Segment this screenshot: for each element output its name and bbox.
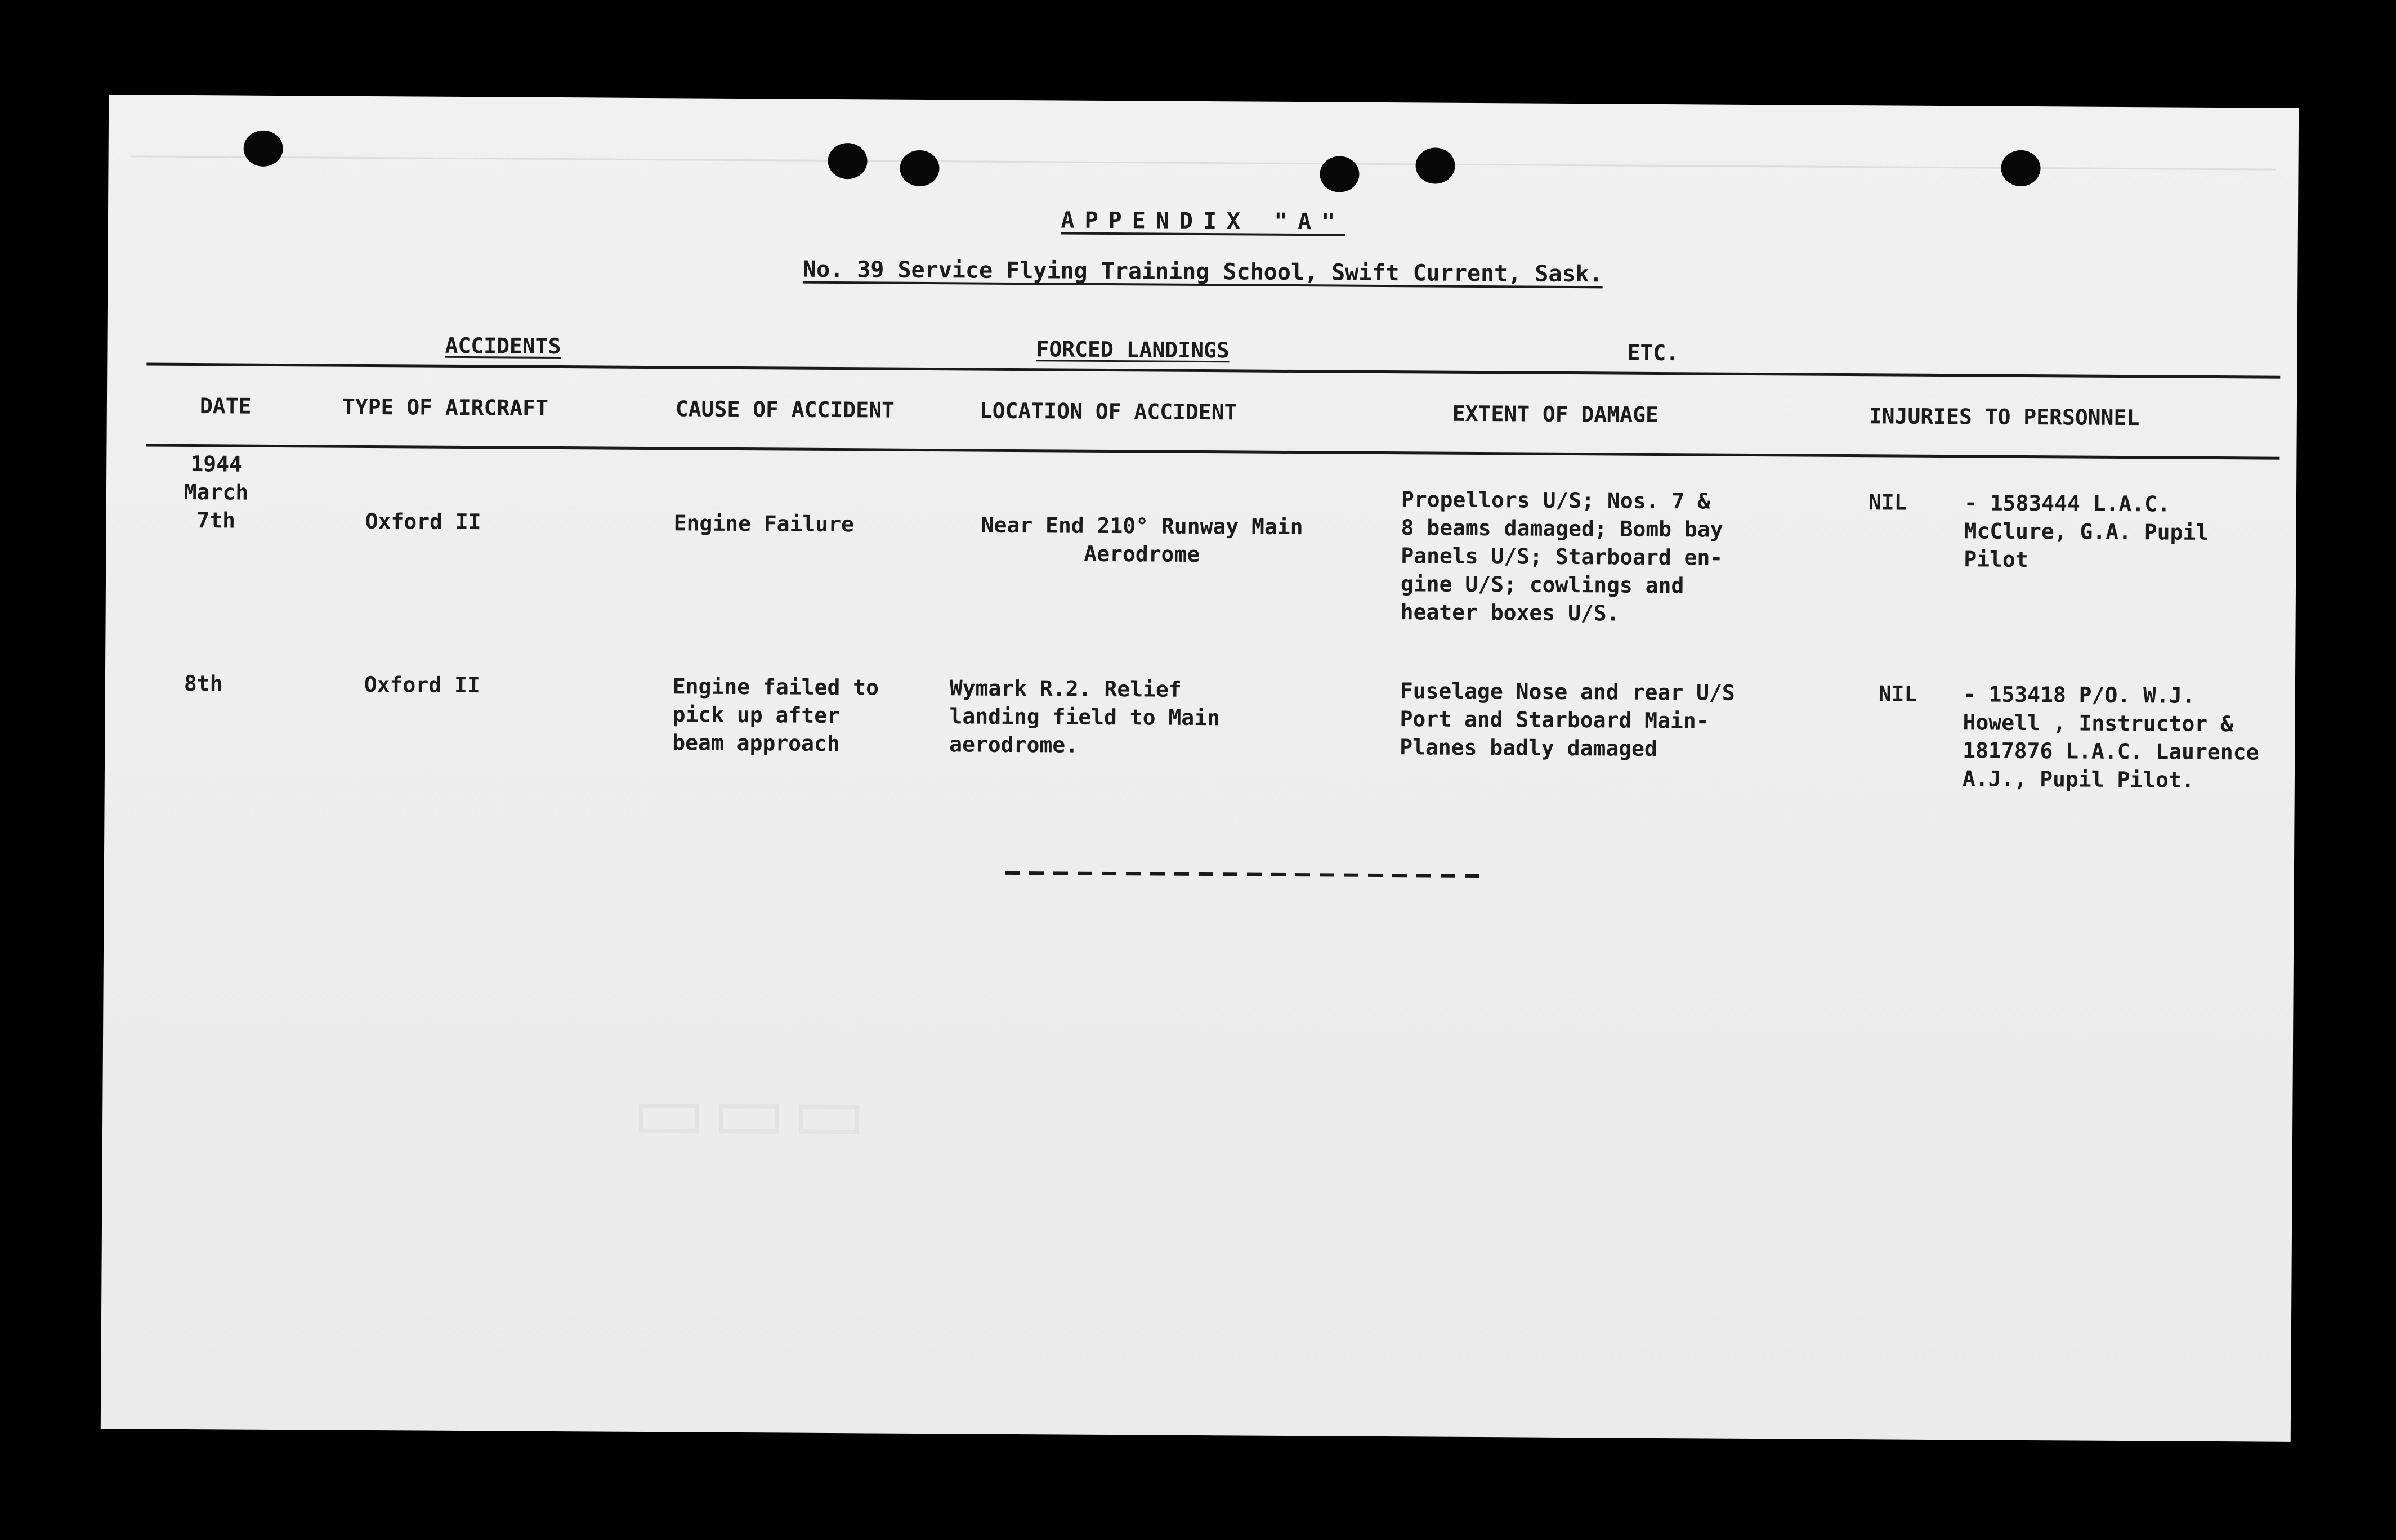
- row-2-injury-status: NIL: [1878, 681, 1917, 706]
- column-header-injuries: INJURIES TO PERSONNEL: [1868, 404, 2140, 431]
- punch-hole: [900, 150, 939, 186]
- punch-hole: [828, 143, 867, 179]
- banner-etc: ETC.: [1627, 340, 1679, 366]
- column-header-date: DATE: [199, 393, 252, 419]
- fold-line: [131, 155, 2276, 170]
- row-1-cause: Engine Failure: [673, 511, 855, 537]
- row-2-date: 8th: [184, 670, 223, 696]
- column-header-damage: EXTENT OF DAMAGE: [1452, 401, 1659, 427]
- dashed-separator: [1005, 871, 1489, 878]
- row-1-injuries: - 1583444 L.A.C. McClure, G.A. Pupil Pilot: [1964, 490, 2209, 572]
- punch-hole: [244, 131, 283, 167]
- row-1-date: 1944 March 7th: [184, 451, 249, 533]
- row-1-injury-status: NIL: [1868, 490, 1907, 515]
- top-rule: [146, 363, 2280, 379]
- punch-hole: [2001, 150, 2040, 186]
- row-2-location: Wymark R.2. Relief landing field to Main aerodrome.: [949, 675, 1221, 758]
- punch-hole: [1320, 156, 1359, 192]
- column-header-location: LOCATION OF ACCIDENT: [979, 398, 1237, 425]
- row-2-injuries: - 153418 P/O. W.J. Howell , Instructor & 1817876 L.A.C. Laurence A.J., Pupil Pilot.: [1962, 682, 2259, 793]
- header-rule: [146, 444, 2279, 460]
- banner-accidents: ACCIDENTS: [445, 333, 561, 359]
- page-subtitle: No. 39 Service Flying Training School, Swift Current, Sask.: [802, 256, 1603, 288]
- column-header-aircraft: TYPE OF AIRCRAFT: [342, 394, 549, 420]
- bleed-through-mark: [632, 1066, 873, 1160]
- column-header-cause: CAUSE OF ACCIDENT: [675, 396, 895, 423]
- row-1-location: Near End 210° Runway Main Aerodrome: [981, 512, 1303, 567]
- banner-forced-landings: FORCED LANDINGS: [1036, 337, 1230, 363]
- row-2-aircraft: Oxford II: [364, 671, 480, 698]
- row-1-aircraft: Oxford II: [365, 508, 481, 535]
- page-title: APPENDIX "A": [1061, 207, 1345, 235]
- punch-hole: [1415, 147, 1455, 183]
- document-sheet: [101, 95, 2299, 1442]
- row-1-damage: Propellors U/S; Nos. 7 & 8 beams damaged; Bomb bay Panels U/S; Starboard en- gine U/S; cowlings and heater boxes U/S.: [1400, 487, 1723, 626]
- row-2-damage: Fuselage Nose and rear U/S Port and Starboard Main- Planes badly damaged: [1400, 678, 1735, 761]
- row-2-cause: Engine failed to pick up after beam approach: [672, 674, 879, 756]
